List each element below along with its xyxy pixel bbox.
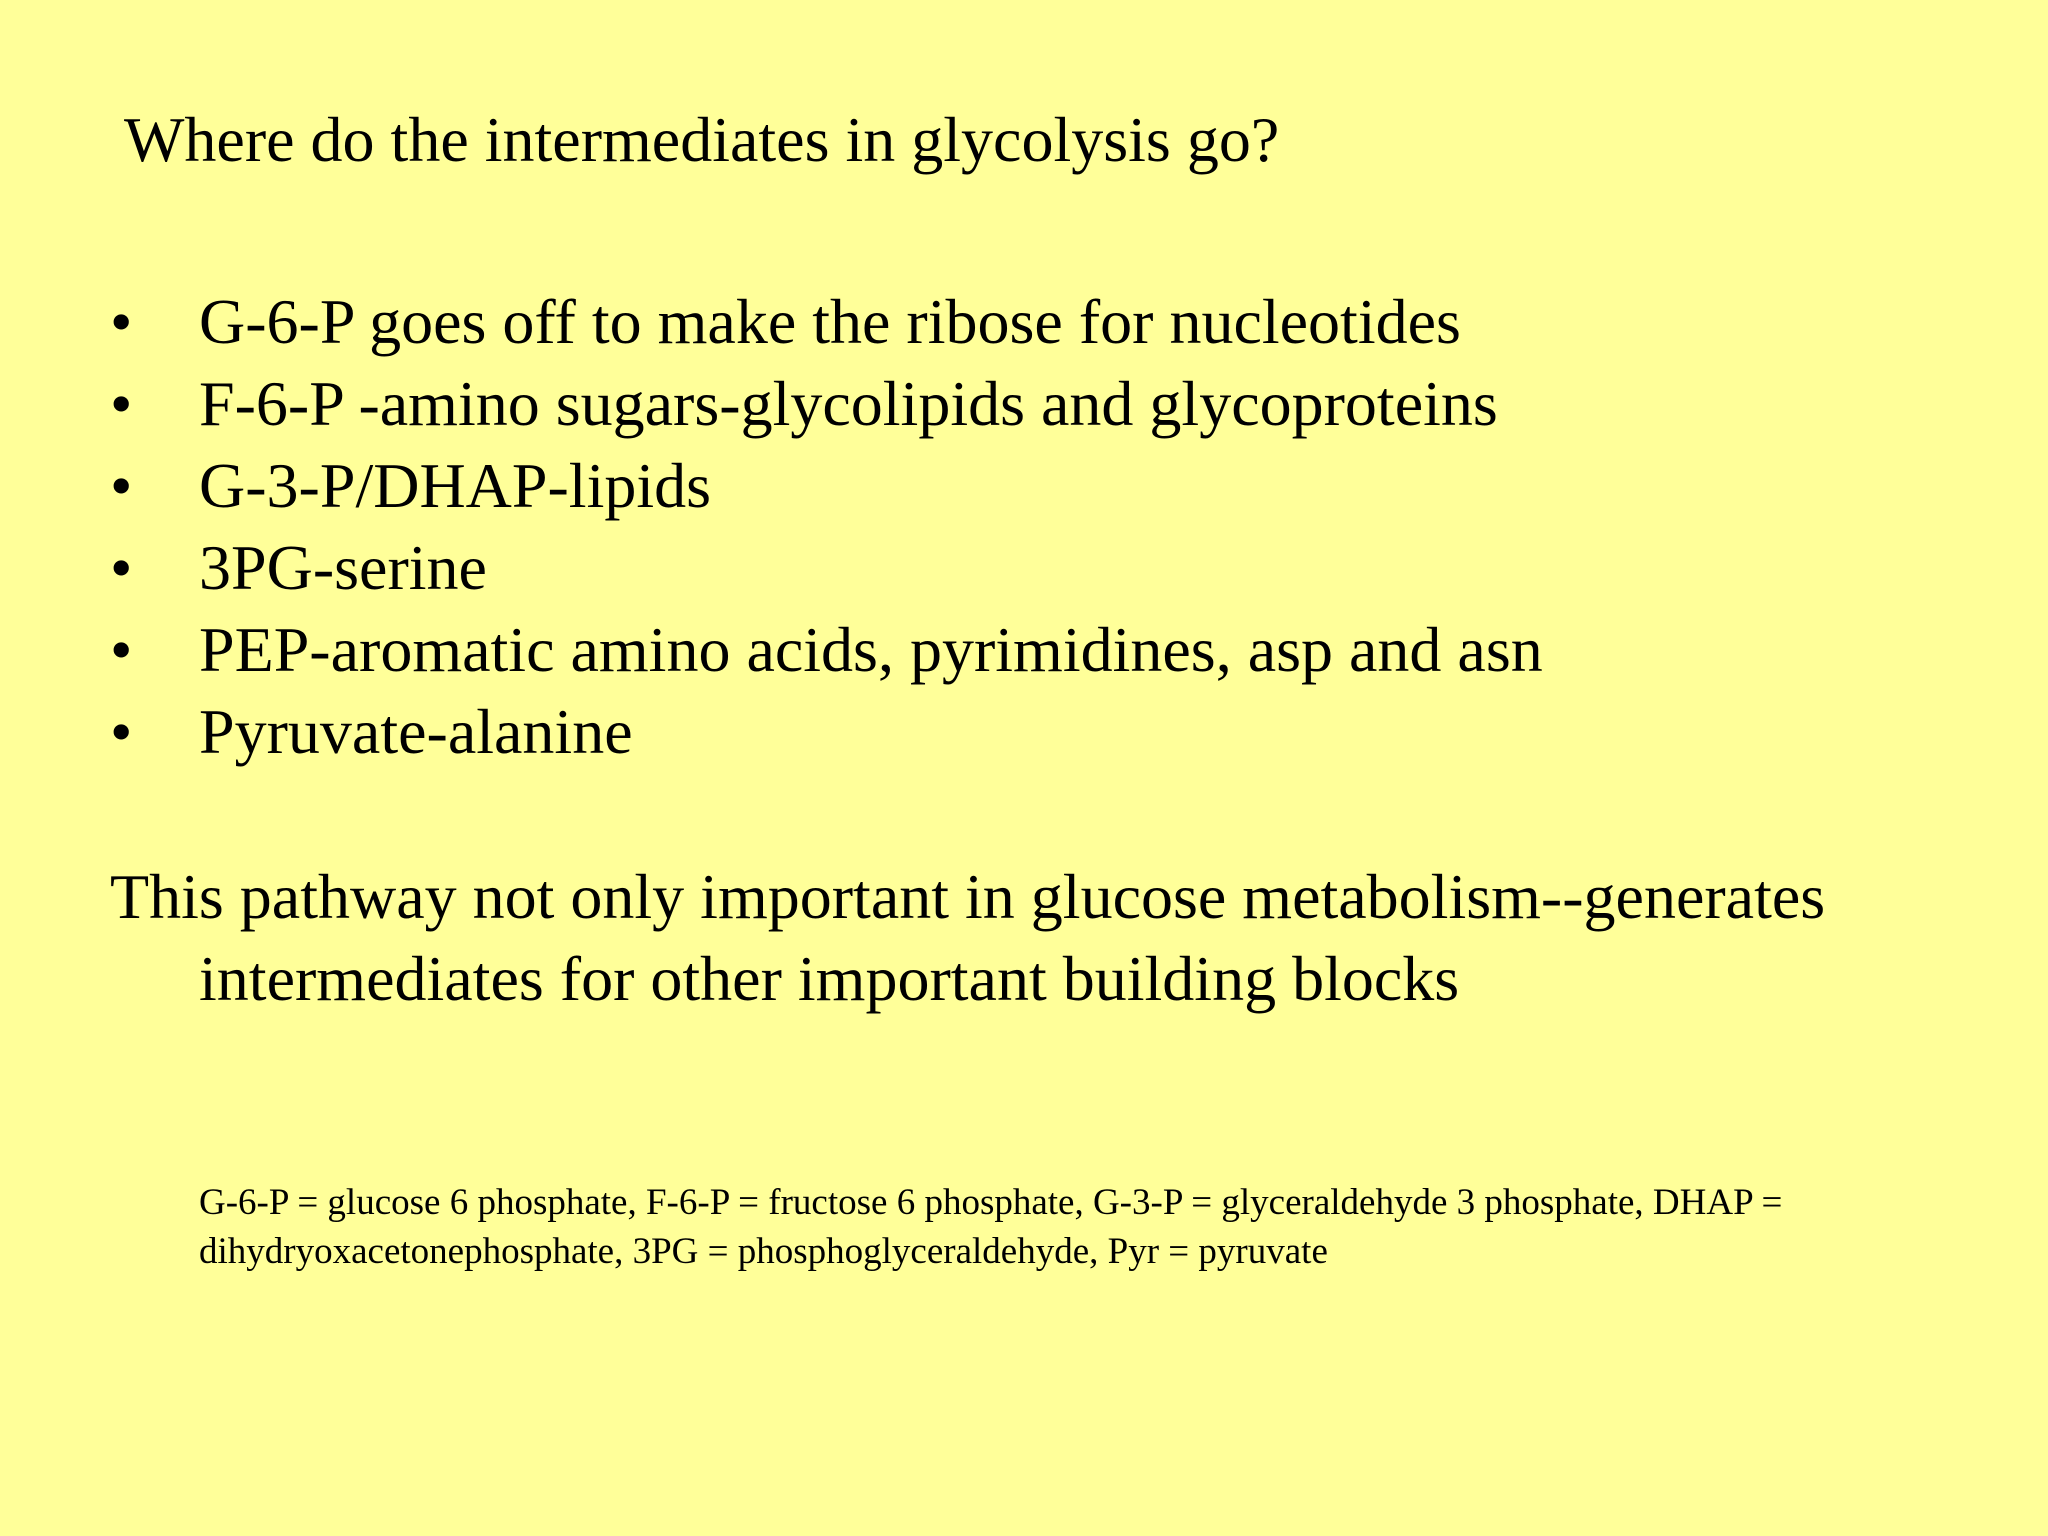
bullet-icon: • [110,450,133,521]
bullet-text: G-6-P goes off to make the ribose for nucleotides [199,286,1461,357]
bullet-text: Pyruvate-alanine [199,696,633,767]
summary-paragraph [110,856,1990,1020]
summary-line-2: intermediates for other important building blocks [199,943,1460,1014]
bullet-text: F-6-P -amino sugars-glycolipids and glycoproteins [199,368,1498,439]
abbreviation-footnote [199,1178,1959,1276]
bullet-text: G-3-P/DHAP-lipids [199,450,712,521]
bullet-icon: • [110,614,133,685]
bullet-icon: • [110,286,133,357]
bullet-text: 3PG-serine [199,532,487,603]
footnote-line-1: G-6-P = glucose 6 phosphate, F-6-P = fructose 6 phosphate, G-3-P = glyceraldehyde 3 phosphate, DHAP = [199,1182,1783,1223]
summary-line-1: This pathway not only important in glucose metabolism--generates [110,861,1826,932]
footnote-line-2: dihydryoxacetonephosphate, 3PG = phosphoglyceraldehyde, Pyr = pyruvate [199,1231,1328,1272]
slide-title: Where do the intermediates in glycolysis go? [124,104,1280,175]
bullet-icon: • [110,532,133,603]
bullet-text: PEP-aromatic amino acids, pyrimidines, asp and asn [199,614,1543,685]
bullet-icon: • [110,368,133,439]
bullet-icon: • [110,696,133,767]
